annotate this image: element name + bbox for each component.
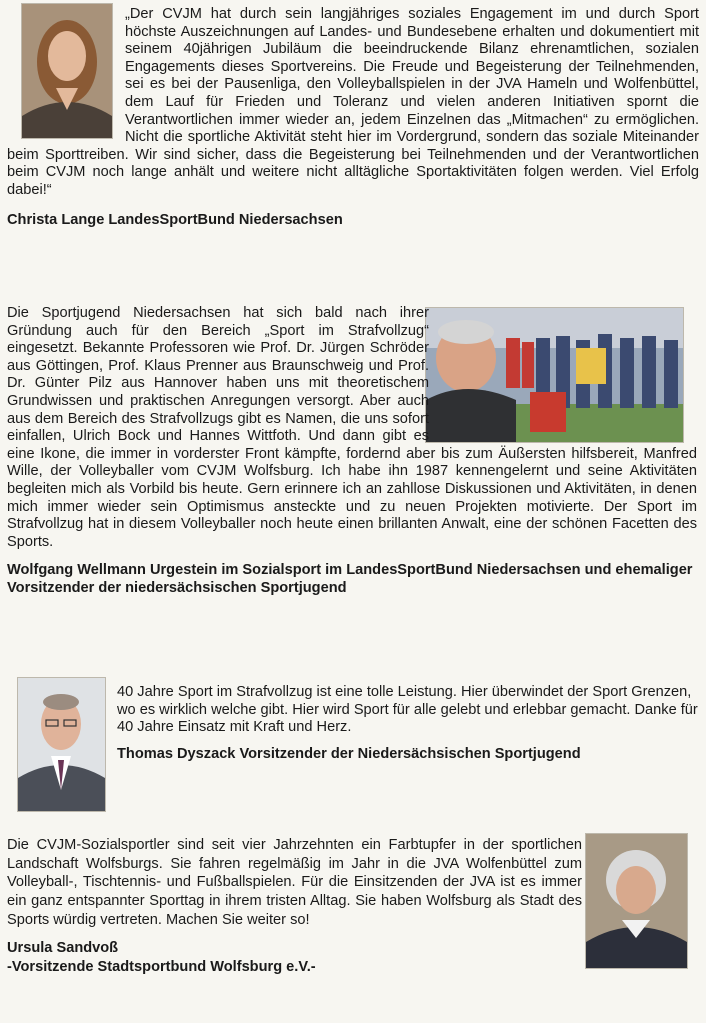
portrait-thomas-dyszack: [17, 677, 106, 812]
section-ursula-sandvoss: [7, 836, 582, 976]
signature-ursula-sandvoss-name: Ursula Sandvoß: [7, 939, 119, 956]
quote-ursula-sandvoss: Die CVJM-Sozialsportler sind seit vier Jahrzehnten ein Farbtupfer in der sportlichen Landschaft Wolfsburgs. Sie fahren regelmäßig im Jahr in die JVA Wolfenbüttel zum Volleyball-, Tischtennis- und Fußballspielen. Für die Einsitzenden der JVA ist es immer ein ganz entspannter Sporttag in ihrem tristen Alltag. Sie haben Wolfsburg als Stadt des Sports würdig vertreten. Machen Sie weiter so!: [7, 837, 582, 928]
portrait-ursula-sandvoss: [585, 833, 688, 969]
signature-ursula-sandvoss-title: -Vorsitzende Stadtsportbund Wolfsburg e.V.-: [7, 958, 316, 975]
quote-thomas-dyszack: 40 Jahre Sport im Strafvollzug ist eine tolle Leistung. Hier überwindet der Sport Grenzen, wo es wirklich welche gibt. Hier wird Sport für alle gelebt und erlebbar gemacht. Danke für 40 Jahre Einsatz mit Kraft und Herz.: [117, 684, 698, 736]
section-thomas-dyszack: [117, 684, 699, 763]
quote-wolfgang-wellmann: Die Sportjugend Niedersachsen hat sich bald nach ihrer Gründung auch für den Bereich „Sport im Strafvollzug“ eingesetzt. Bekannte Professoren wie Prof. Dr. Jürgen Schröder aus Göttingen, Prof. Klaus Prenner aus Braunschweig und Prof. Dr. Günter Pilz aus Hannover haben uns mit theoretischem Grundwissen und praktischen Anregungen versorgt. Aber auch aus dem Bereich des Strafvollzugs gibt es Namen, die uns sofort einfallen, Ulrich Bock und Hannes Wittfoth. Und dann gibt es eine Ikone, die immer in vorderster Front kämpfte, fordernd aber bis zum Äußersten hilfsbereit, Manfred Wille, der Volleyballer vom CVJM Wolfsburg. Ich habe ihn 1987 kennengelernt und seine Aktivitäten begleiten mich als Vorbild bis heute. Gern erinnere ich an zahllose Diskussionen und Aktivitäten, in denen mich immer wieder sein Optimismus ansteckte und zu neuen Projekten motivierte. Der Sport im Strafvollzug hat in diesem Volleyballer noch heute einen brillanten Anwalt, eine der schönen Facetten des Sports.: [7, 305, 697, 550]
signature-thomas-dyszack: Thomas Dyszack Vorsitzender der Niedersächsischen Sportjugend: [117, 745, 581, 762]
section-wolfgang-wellmann: [7, 305, 697, 597]
quote-christa-lange: „Der CVJM hat durch sein langjähriges soziales Engagement im und durch Sport höchste Auszeichnungen auf Landes- und Bundesebene erhalten und dokumentiert mit seinem 40jährigen Jubiläum die beeindruckende Bilanz ehrenamtlichen, sozialen Engagements dieses Sportvereins. Die Freude und Begeisterung der Teilnehmenden, sei es bei der Pausenliga, den Volleyballspielen in der JVA Hameln und Wolfenbüttel, dem Lauf für Frieden und Toleranz und vielen anderen Initiativen spornt die Verantwortlichen immer wieder an, jedem Einzelnen das „Mitmachen“ zu ermöglichen. Nicht die sportliche Aktivität steht hier im Vordergrund, sondern das soziale Miteinander beim Sporttreiben. Wir sind sicher, dass die Begeisterung bei Teilnehmenden und der Verantwortlichen beim CVJM noch lange anhält und weitere nicht alltägliche Sportaktivitäten folgen werden. Viel Erfolg dabei!“: [7, 6, 699, 198]
section-christa-lange: [7, 6, 699, 229]
signature-christa-lange: Christa Lange LandesSportBund Niedersachsen: [7, 211, 343, 228]
signature-wolfgang-wellmann: Wolfgang Wellmann Urgestein im Sozialsport im LandesSportBund Niedersachsen und ehemaliger Vorsitzender der niedersächsischen Sportjugend: [7, 562, 693, 597]
